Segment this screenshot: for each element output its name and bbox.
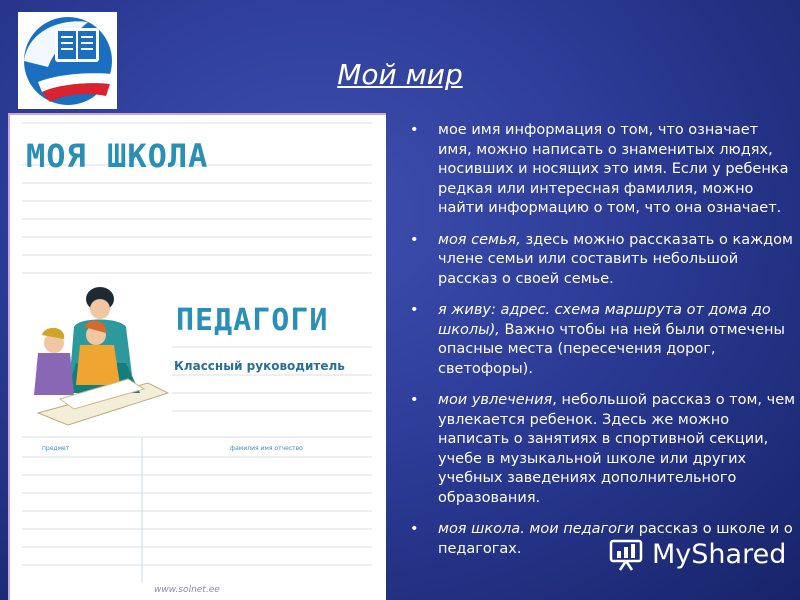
bullet-item: • моя школа. мои педагоги рассказ о школе и о педагогах. bbox=[406, 520, 796, 559]
myshared-label: MyShared bbox=[652, 538, 787, 570]
bullet-list bbox=[406, 121, 796, 571]
school-heading: МОЯ ШКОЛА bbox=[26, 137, 209, 175]
bullet-item: • я живу: адрес. схема маршрута от дома до школы), Важно чтобы на ней были отмечены опасные места (пересечения дорог, светофоры). bbox=[406, 301, 796, 379]
teacher-children-illustration bbox=[34, 287, 168, 425]
bullet-item: • мое имя информация о том, что означает имя, можно написать о знаменитых людях, носивших и носящих это имя. Если у ребенка редкая или интересная фамилия, можно найти информацию о том, что она означает. bbox=[406, 121, 796, 219]
myshared-logo[interactable] bbox=[608, 536, 786, 572]
watermark: www.solnet.ee bbox=[154, 585, 220, 595]
class-teacher-label: Классный руководитель bbox=[174, 359, 345, 373]
slide-title: Мой мир bbox=[337, 58, 463, 91]
name-column-label: фамилия имя отчество bbox=[230, 445, 303, 452]
bullet-item: • мои увлечения, небольшой рассказ о том, чем увлекается ребенок. Здесь же можно написать о занятиях в спортивной секции, учебе в музыкальной школе или других учебных заведениях дополнительного образования. bbox=[406, 391, 796, 508]
subject-column-label: предмет bbox=[42, 445, 70, 452]
bullet-item: • моя семья, здесь можно рассказать о каждом члене семьи или составить небольшой рассказ о своей семье. bbox=[406, 231, 796, 290]
ruled-lines bbox=[8, 113, 386, 600]
teachers-heading: ПЕДАГОГИ bbox=[176, 303, 329, 338]
school-page-illustration bbox=[8, 113, 386, 600]
presentation-board-icon bbox=[608, 537, 644, 571]
